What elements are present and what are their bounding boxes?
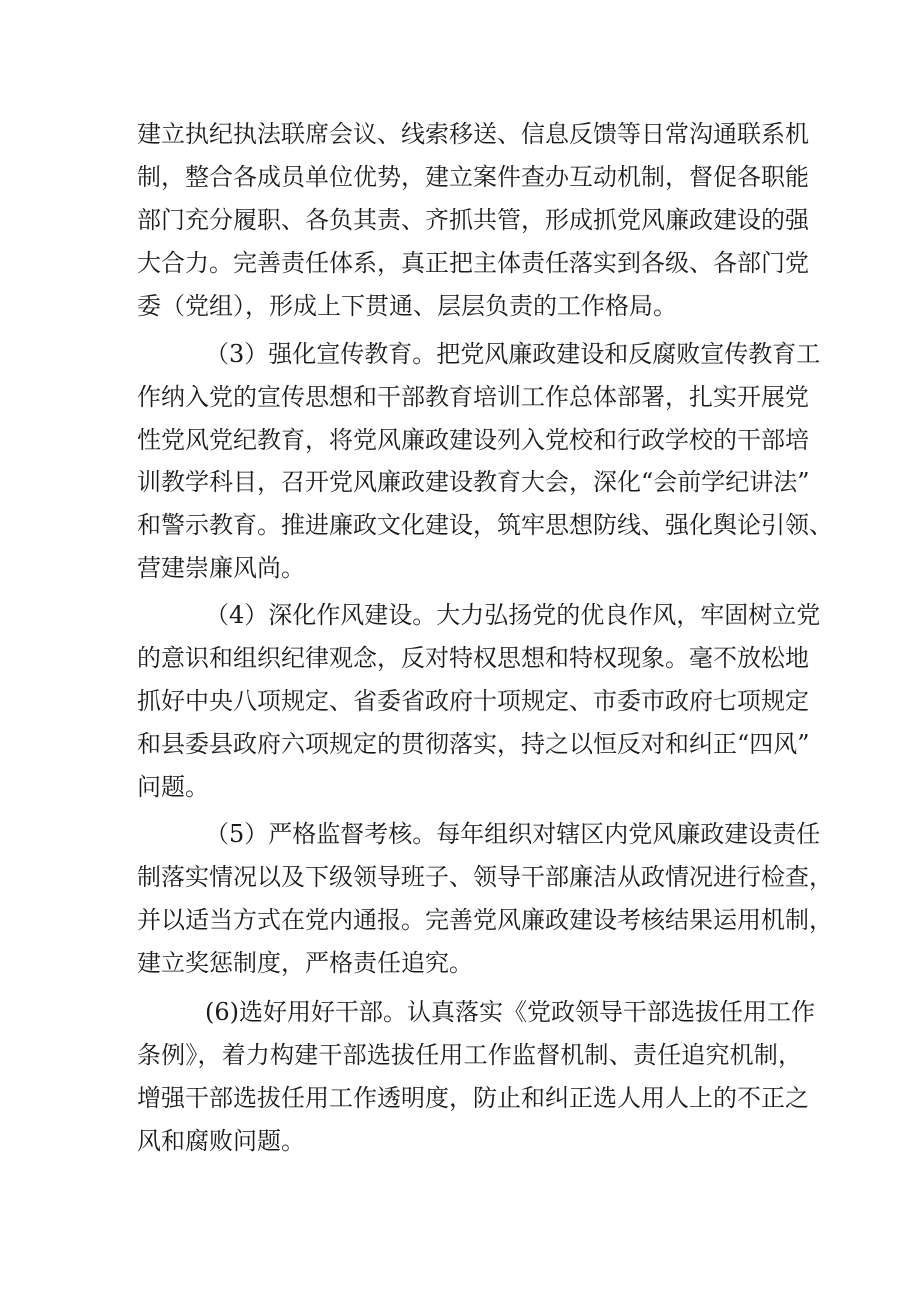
text-line: 增强干部选拔任用工作透明度，防止和纠正选人用人上的不正之 [137,1084,809,1112]
text-line: 部门充分履职、各负其责、齐抓共管，形成抓党风廉政建设的强 [137,206,809,234]
text-line: 和警示教育。推进廉政文化建设，筑牢思想防线、强化舆论引领、 [137,511,833,539]
text-line: 问题。 [137,773,209,801]
text-line: 制，整合各成员单位优势，建立案件查办互动机制，督促各职能 [137,163,809,191]
text-line: 性党风党纪教育，将党风廉政建设列入党校和行政学校的干部培 [137,426,809,454]
text-line: 作纳入党的宣传思想和干部教育培训工作总体部署，扎实开展党 [137,383,809,411]
text-line: 建立执纪执法联席会议、线索移送、信息反馈等日常沟通联系机 [137,120,809,148]
text-line: 并以适当方式在党内通报。完善党风廉政建设考核结果运用机制， [137,906,833,934]
text-line: 风和腐败问题。 [137,1127,305,1155]
text-line: 制落实情况以及下级领导班子、领导干部廉洁从政情况进行检查， [137,863,833,891]
text-line: 大合力。完善责任体系，真正把主体责任落实到各级、各部门党 [137,249,809,277]
text-line: 抓好中央八项规定、省委省政府十项规定、市委市政府七项规定 [137,687,809,715]
text-line: 营建崇廉风尚。 [137,554,305,582]
section-4-heading-line: （4）深化作风建设。大力弘扬党的优良作风，牢固树立党 [205,601,821,629]
text-line: 的意识和组织纪律观念，反对特权思想和特权现象。毫不放松地 [137,644,809,672]
section-6-heading-line: (6)选好用好干部。认真落实《党政领导干部选拔任用工作 [205,998,815,1026]
text-line: 条例》，着力构建干部选拔任用工作监督机制、责任追究机制， [137,1041,802,1069]
text-line: 和县委县政府六项规定的贯彻落实，持之以恒反对和纠正“四风” [137,730,810,758]
section-3-heading-line: （3）强化宣传教育。把党风廉政建设和反腐败宣传教育工 [205,340,821,368]
text-line: 建立奖惩制度，严格责任追究。 [137,949,473,977]
section-5-heading-line: （5）严格监督考核。每年组织对辖区内党风廉政建设责任 [205,820,821,848]
text-line: 委（党组），形成上下贯通、层层负责的工作格局。 [137,292,677,320]
text-line: 训教学科目，召开党风廉政建设教育大会，深化“会前学纪讲法” [137,468,810,496]
